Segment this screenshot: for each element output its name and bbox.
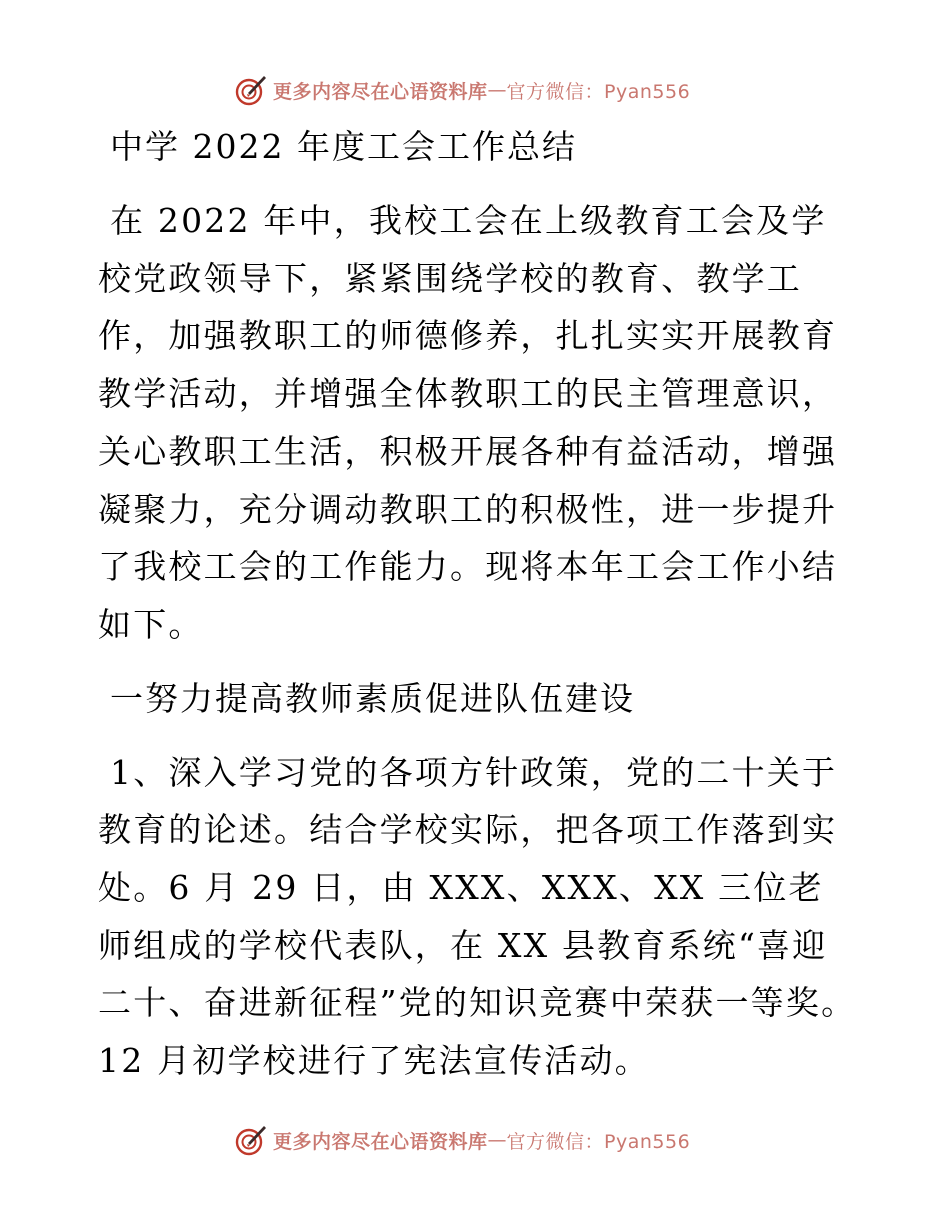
watermark-text: 更多内容尽在心语资料库 [273,1130,488,1153]
section-heading: 一努力提高教师素质促进队伍建设 [110,678,635,718]
watermark-banner-top [234,72,690,108]
watermark-wechat: 官方微信：Pyan556 [506,1130,691,1153]
watermark-wechat: 官方微信：Pyan556 [506,80,691,103]
watermark-separator: — [487,79,507,101]
document-title: 中学 2022 年度工会工作总结 [110,127,577,166]
watermark-banner-bottom [234,1122,690,1158]
intro-paragraph: 在 2022 年中，我校工会在上级教育工会及学校党政领导下，紧紧围绕学校的教育、教学工作，加强教职工的师德修养，扎扎实实开展教育教学活动，并增强全体教职工的民主管理意识，关心教职工生活，积极开展各种有益活动，增强凝聚力，充分调动教职工的积极性，进一步提升了我校工会的工作能力。现将本年工会工作小结如下。 [98,201,838,644]
quill-seal-icon [234,1123,268,1157]
watermark-text: 更多内容尽在心语资料库 [273,80,488,103]
section-item-paragraph: 1、深入学习党的各项方针政策，党的二十关于教育的论述。结合学校实际，把各项工作落到实处。6 月 29 日，由 XXX、XXX、XX 三位老师组成的学校代表队，在 XX 县教育系统“喜迎二十、奋进新征程”党的知识竞赛中荣获一等奖。12 月初学校进行了宪法宣传活动。 [98,752,857,1081]
watermark-separator: — [487,1129,507,1151]
document-body [98,124,858,1090]
quill-seal-icon [234,73,268,107]
